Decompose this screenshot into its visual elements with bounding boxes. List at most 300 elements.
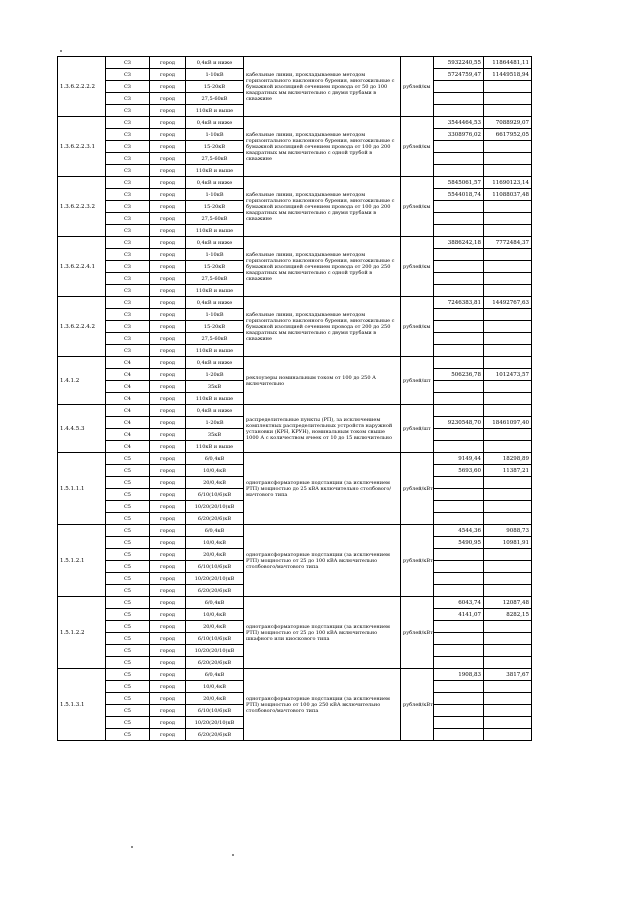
area-cell: город [150,69,186,81]
zone-cell: С5 [106,477,150,489]
zone-cell: С3 [106,129,150,141]
zone-cell: С4 [106,417,150,429]
voltage-cell: 6/10(10/6)кВ [186,489,244,501]
zone-cell: С5 [106,525,150,537]
rate-value-cell [484,561,532,573]
rate-value-cell [434,585,484,597]
area-cell: город [150,261,186,273]
table-row [58,525,532,537]
description-cell: однотрансформаторные подстанции (за исключением РТП) мощностью от 25 до 100 кВА включительно шкафного или киоскового типа [244,597,401,669]
unit-cell: рублей/кВт [401,453,434,525]
area-cell: город [150,237,186,249]
rate-value-cell: 18461097,40 [484,417,532,429]
area-cell: город [150,393,186,405]
rate-value-cell [434,549,484,561]
rate-value-cell [434,321,484,333]
row-code: 1.3.6.2.2.4.2 [58,297,106,357]
rate-value-cell [484,261,532,273]
rate-value-cell: 10981,91 [484,537,532,549]
rate-value-cell [484,429,532,441]
rate-value-cell [484,705,532,717]
rate-value-cell [484,201,532,213]
zone-cell: С5 [106,489,150,501]
zone-cell: С4 [106,393,150,405]
rate-value-cell [434,393,484,405]
voltage-cell: 6/20(20/6)кВ [186,729,244,741]
description-cell: кабельные линии, прокладываемые методом горизонтального наклонного бурения, многожильные с бумажной изоляцией сечением провода от 100 до 200 квадратных мм включительно с двумя трубами в скважине [244,177,401,237]
voltage-cell: 1-20кВ [186,417,244,429]
area-cell: город [150,465,186,477]
zone-cell: С4 [106,429,150,441]
voltage-cell: 35кВ [186,381,244,393]
rate-value-cell: 11387,21 [484,465,532,477]
zone-cell: С5 [106,693,150,705]
rate-value-cell [434,573,484,585]
voltage-cell: 1-10кВ [186,69,244,81]
rate-value-cell [434,381,484,393]
area-cell: город [150,501,186,513]
zone-cell: С5 [106,717,150,729]
area-cell: город [150,201,186,213]
rate-value-cell [484,285,532,297]
rate-value-cell [434,429,484,441]
voltage-cell: 20/0,4кВ [186,477,244,489]
unit-cell: рублей/кВт [401,597,434,669]
rate-value-cell: 7088929,07 [484,117,532,129]
rate-value-cell [484,321,532,333]
area-cell: город [150,705,186,717]
rate-value-cell: 3544464,53 [434,117,484,129]
rate-value-cell: 11864481,11 [484,57,532,69]
voltage-cell: 20/0,4кВ [186,693,244,705]
rate-value-cell: 11690123,14 [484,177,532,189]
voltage-cell: 10/0,4кВ [186,681,244,693]
rate-value-cell [434,729,484,741]
rate-value-cell [434,621,484,633]
zone-cell: С3 [106,201,150,213]
scan-speck [232,854,234,856]
rate-value-cell [484,729,532,741]
voltage-cell: 1-10кВ [186,129,244,141]
rate-value-cell [434,309,484,321]
rate-value-cell: 11449518,94 [484,69,532,81]
rate-value-cell [434,477,484,489]
rate-value-cell [484,633,532,645]
voltage-cell: 6/0,4кВ [186,525,244,537]
voltage-cell: 27,5-60кВ [186,273,244,285]
rates-table [57,56,532,741]
rate-value-cell [484,381,532,393]
rate-value-cell [434,201,484,213]
rate-value-cell [484,501,532,513]
row-code: 1.4.1.2 [58,357,106,405]
rate-value-cell: 12087,48 [484,597,532,609]
zone-cell: С3 [106,237,150,249]
rate-value-cell [434,261,484,273]
area-cell: город [150,669,186,681]
unit-cell: рублей/км [401,237,434,297]
row-code: 1.5.1.3.1 [58,669,106,741]
row-code: 1.3.6.2.2.3.1 [58,117,106,177]
area-cell: город [150,441,186,453]
rate-value-cell [484,573,532,585]
tariff-sheet [57,56,531,741]
zone-cell: С5 [106,597,150,609]
rate-value-cell [434,213,484,225]
voltage-cell: 1-10кВ [186,189,244,201]
voltage-cell: 0,4кВ и ниже [186,117,244,129]
voltage-cell: 10/20(20/10)кВ [186,501,244,513]
zone-cell: С5 [106,729,150,741]
rate-value-cell [434,165,484,177]
area-cell: город [150,369,186,381]
table-row [58,177,532,189]
rate-value-cell [434,633,484,645]
table-row [58,297,532,309]
description-cell: кабельные линии, прокладываемые методом горизонтального наклонного бурения, многожильные с бумажной изоляцией сечением провода от 200 до 250 квадратных мм включительно с одной трубой в скважине [244,237,401,297]
area-cell: город [150,489,186,501]
zone-cell: С3 [106,213,150,225]
scan-speck [60,50,62,52]
zone-cell: С3 [106,345,150,357]
area-cell: город [150,189,186,201]
zone-cell: С3 [106,285,150,297]
voltage-cell: 6/10(10/6)кВ [186,705,244,717]
voltage-cell: 6/0,4кВ [186,597,244,609]
voltage-cell: 15-20кВ [186,81,244,93]
row-code: 1.3.6.2.2.3.2 [58,177,106,237]
voltage-cell: 110кВ и выше [186,225,244,237]
zone-cell: С5 [106,609,150,621]
rate-value-cell [484,213,532,225]
rate-value-cell [434,489,484,501]
area-cell: город [150,141,186,153]
zone-cell: С4 [106,369,150,381]
voltage-cell: 1-20кВ [186,369,244,381]
zone-cell: С3 [106,93,150,105]
voltage-cell: 27,5-60кВ [186,153,244,165]
zone-cell: С3 [106,273,150,285]
zone-cell: С3 [106,333,150,345]
rate-value-cell: 6617952,05 [484,129,532,141]
rate-value-cell [434,273,484,285]
table-row [58,597,532,609]
rate-value-cell [484,585,532,597]
rate-value-cell [434,357,484,369]
unit-cell: рублей/км [401,297,434,357]
zone-cell: С3 [106,165,150,177]
area-cell: город [150,213,186,225]
rate-value-cell: 1012473,57 [484,369,532,381]
rate-value-cell [484,681,532,693]
zone-cell: С5 [106,561,150,573]
area-cell: город [150,585,186,597]
area-cell: город [150,597,186,609]
area-cell: город [150,105,186,117]
rate-value-cell [484,393,532,405]
zone-cell: С3 [106,177,150,189]
table-row [58,405,532,417]
rate-value-cell [484,645,532,657]
area-cell: город [150,81,186,93]
area-cell: город [150,381,186,393]
voltage-cell: 6/0,4кВ [186,669,244,681]
area-cell: город [150,561,186,573]
row-code: 1.5.1.2.1 [58,525,106,597]
rate-value-cell: 3886242,18 [434,237,484,249]
rate-value-cell: 3817,67 [484,669,532,681]
rate-value-cell [484,333,532,345]
voltage-cell: 0,4кВ и ниже [186,357,244,369]
voltage-cell: 27,5-60кВ [186,213,244,225]
rate-value-cell: 5845061,57 [434,177,484,189]
row-code: 1.4.4.5.3 [58,405,106,453]
rate-value-cell [434,561,484,573]
rate-value-cell [434,153,484,165]
zone-cell: С3 [106,309,150,321]
voltage-cell: 110кВ и выше [186,105,244,117]
voltage-cell: 0,4кВ и ниже [186,177,244,189]
description-cell: реклоузеры номинальным током от 100 до 250 А включительно [244,357,401,405]
voltage-cell: 6/10(10/6)кВ [186,561,244,573]
rate-value-cell: 18298,89 [484,453,532,465]
area-cell: город [150,537,186,549]
area-cell: город [150,453,186,465]
voltage-cell: 1-10кВ [186,309,244,321]
rate-value-cell: 4141,07 [434,609,484,621]
area-cell: город [150,297,186,309]
rate-value-cell [484,357,532,369]
rate-value-cell: 9230548,70 [434,417,484,429]
voltage-cell: 6/0,4кВ [186,453,244,465]
rate-value-cell [484,477,532,489]
row-code: 1.5.1.2.2 [58,597,106,669]
description-cell: однотрансформаторные подстанции (за исключением РТП) мощностью до 25 кВА включительно столбового/мачтового типа [244,453,401,525]
rate-value-cell [484,273,532,285]
zone-cell: С5 [106,669,150,681]
rate-value-cell: 14492767,63 [484,297,532,309]
area-cell: город [150,153,186,165]
rate-value-cell: 5932240,55 [434,57,484,69]
rate-value-cell [434,105,484,117]
rate-value-cell: 4544,36 [434,525,484,537]
zone-cell: С5 [106,705,150,717]
area-cell: город [150,621,186,633]
rate-value-cell [484,105,532,117]
table-row [58,237,532,249]
voltage-cell: 6/20(20/6)кВ [186,585,244,597]
rate-value-cell: 5544018,74 [434,189,484,201]
zone-cell: С3 [106,141,150,153]
voltage-cell: 110кВ и выше [186,165,244,177]
rate-value-cell [484,549,532,561]
rate-value-cell [484,693,532,705]
rate-value-cell [484,345,532,357]
unit-cell: рублей/шт [401,405,434,453]
rate-value-cell [434,333,484,345]
rate-value-cell: 7246383,81 [434,297,484,309]
table-row [58,57,532,69]
voltage-cell: 10/20(20/10)кВ [186,573,244,585]
area-cell: город [150,477,186,489]
area-cell: город [150,129,186,141]
voltage-cell: 6/20(20/6)кВ [186,513,244,525]
zone-cell: С5 [106,585,150,597]
area-cell: город [150,165,186,177]
voltage-cell: 10/0,4кВ [186,609,244,621]
area-cell: город [150,57,186,69]
description-cell: распределительные пункты (РП), за исключением комплектных распределительных устройств наружной установки (КРН, КРУН), номинальным током свыше 1000 А с количеством ячеек от 10 до 15 включительно [244,405,401,453]
zone-cell: С4 [106,357,150,369]
rate-value-cell [484,513,532,525]
zone-cell: С5 [106,549,150,561]
zone-cell: С5 [106,573,150,585]
zone-cell: С3 [106,297,150,309]
table-row [58,117,532,129]
voltage-cell: 10/0,4кВ [186,537,244,549]
unit-cell: рублей/км [401,117,434,177]
rate-value-cell [434,405,484,417]
voltage-cell: 6/20(20/6)кВ [186,657,244,669]
area-cell: город [150,93,186,105]
rate-value-cell [434,681,484,693]
zone-cell: С5 [106,657,150,669]
area-cell: город [150,657,186,669]
rate-value-cell [434,93,484,105]
rate-value-cell [434,225,484,237]
area-cell: город [150,405,186,417]
rate-value-cell: 5724759,47 [434,69,484,81]
zone-cell: С3 [106,117,150,129]
area-cell: город [150,249,186,261]
area-cell: город [150,321,186,333]
zone-cell: С5 [106,621,150,633]
rate-value-cell [434,285,484,297]
zone-cell: С4 [106,441,150,453]
zone-cell: С3 [106,105,150,117]
row-code: 1.3.6.2.2.2.2 [58,57,106,117]
rate-value-cell [484,405,532,417]
rate-value-cell [434,657,484,669]
voltage-cell: 10/0,4кВ [186,465,244,477]
zone-cell: С3 [106,57,150,69]
rate-value-cell [484,81,532,93]
area-cell: город [150,309,186,321]
area-cell: город [150,117,186,129]
rate-value-cell [434,513,484,525]
area-cell: город [150,417,186,429]
rate-value-cell [484,489,532,501]
rate-value-cell [484,153,532,165]
area-cell: город [150,609,186,621]
zone-cell: С3 [106,189,150,201]
description-cell: кабельные линии, прокладываемые методом горизонтального наклонного бурения, многожильные с бумажной изоляцией сечением провода от 50 до 100 квадратных мм включительно с двумя трубами в скважине [244,57,401,117]
area-cell: город [150,177,186,189]
rate-value-cell [484,441,532,453]
zone-cell: С5 [106,501,150,513]
voltage-cell: 0,4кВ и ниже [186,57,244,69]
voltage-cell: 10/20(20/10)кВ [186,645,244,657]
voltage-cell: 15-20кВ [186,141,244,153]
rates-table-body [58,57,532,741]
zone-cell: С5 [106,633,150,645]
table-row [58,669,532,681]
area-cell: город [150,573,186,585]
voltage-cell: 110кВ и выше [186,345,244,357]
area-cell: город [150,525,186,537]
voltage-cell: 6/10(10/6)кВ [186,633,244,645]
zone-cell: С5 [106,453,150,465]
rate-value-cell [434,345,484,357]
rate-value-cell: 9088,73 [484,525,532,537]
rate-value-cell [434,81,484,93]
rate-value-cell [434,141,484,153]
voltage-cell: 0,4кВ и ниже [186,405,244,417]
voltage-cell: 0,4кВ и ниже [186,297,244,309]
zone-cell: С5 [106,537,150,549]
voltage-cell: 20/0,4кВ [186,621,244,633]
description-cell: кабельные линии, прокладываемые методом горизонтального наклонного бурения, многожильные с бумажной изоляцией сечением провода от 200 до 250 квадратных мм включительно с двумя трубами в скважине [244,297,401,357]
voltage-cell: 15-20кВ [186,201,244,213]
rate-value-cell [484,93,532,105]
voltage-cell: 110кВ и выше [186,393,244,405]
rate-value-cell [434,645,484,657]
area-cell: город [150,645,186,657]
rate-value-cell [484,621,532,633]
rate-value-cell [484,249,532,261]
area-cell: город [150,633,186,645]
area-cell: город [150,549,186,561]
area-cell: город [150,285,186,297]
area-cell: город [150,273,186,285]
area-cell: город [150,225,186,237]
area-cell: город [150,429,186,441]
rate-value-cell [484,309,532,321]
rate-value-cell [434,501,484,513]
zone-cell: С3 [106,153,150,165]
zone-cell: С5 [106,645,150,657]
rate-value-cell: 1908,83 [434,669,484,681]
voltage-cell: 10/20(20/10)кВ [186,717,244,729]
unit-cell: рублей/км [401,57,434,117]
rate-value-cell [434,693,484,705]
scan-speck [131,846,133,848]
zone-cell: С3 [106,321,150,333]
voltage-cell: 27,5-60кВ [186,93,244,105]
rate-value-cell [434,717,484,729]
rate-value-cell: 7772484,37 [484,237,532,249]
zone-cell: С3 [106,81,150,93]
area-cell: город [150,513,186,525]
area-cell: город [150,693,186,705]
area-cell: город [150,345,186,357]
voltage-cell: 0,4кВ и ниже [186,237,244,249]
table-row [58,453,532,465]
voltage-cell: 20/0,4кВ [186,549,244,561]
area-cell: город [150,729,186,741]
rate-value-cell: 8282,15 [484,609,532,621]
voltage-cell: 15-20кВ [186,321,244,333]
unit-cell: рублей/кВт [401,669,434,741]
rate-value-cell: 3308976,02 [434,129,484,141]
zone-cell: С3 [106,225,150,237]
voltage-cell: 27,5-60кВ [186,333,244,345]
rate-value-cell: 9149,44 [434,453,484,465]
table-row [58,357,532,369]
zone-cell: С5 [106,681,150,693]
voltage-cell: 1-10кВ [186,249,244,261]
rate-value-cell [484,141,532,153]
